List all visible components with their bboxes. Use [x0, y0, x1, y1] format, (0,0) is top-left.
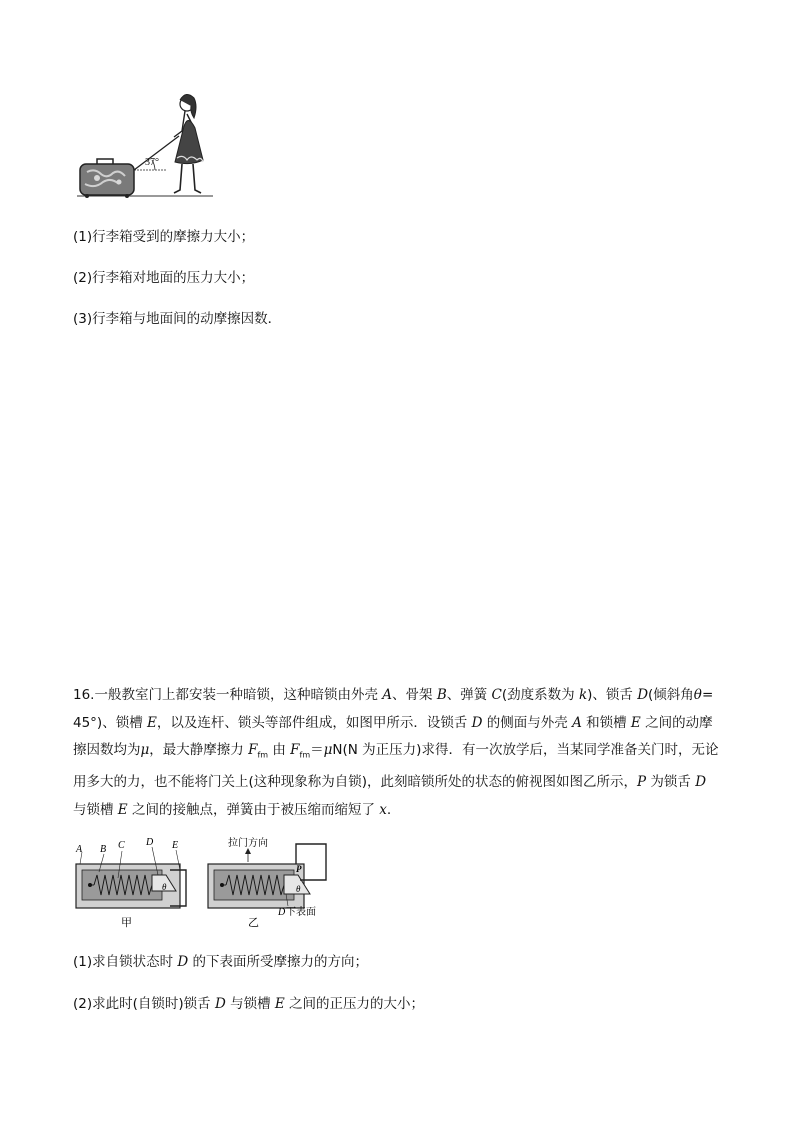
q16-line-4: 用多大的力，也不能将门关上(这种现象称为自锁)，此刻暗锁所处的状态的俯视图如图乙所示，P 为锁舌 D	[73, 774, 707, 791]
lock-figure	[72, 834, 332, 932]
luggage-figure	[75, 92, 215, 204]
lock-diagram-yi	[208, 836, 326, 929]
q15-item-3: (3)行李箱与地面间的动摩擦因数．	[73, 311, 282, 327]
label-B: B	[100, 844, 107, 855]
caption-jia: 甲	[121, 917, 132, 929]
q16-line-3: 擦因数均为μ，最大静摩擦力 $F_{fm}$ 由 $F_{fm}=\mu N(N$ 为正压力)求得．有一次放学后，当某同学准备关门时，无论	[73, 742, 719, 760]
label-C: C	[118, 840, 125, 851]
q15-item-2: (2)行李箱对地面的压力大小；	[73, 270, 255, 286]
q16-item-2: (2)求此时(自锁时)锁舌 D 与锁槽 E 之间的正压力的大小；	[73, 996, 425, 1012]
bottom-label: 下表面	[286, 907, 316, 918]
label-theta-jia: θ	[162, 882, 167, 892]
caption-yi: 乙	[248, 917, 259, 929]
q16-line-2: 45°)、锁槽 E，以及连杆、锁头等部件组成，如图甲所示．设锁舌 D 的侧面与外壳 A 和锁槽 E 之间的动摩	[73, 714, 713, 731]
label-P: P	[296, 864, 302, 874]
q16-item-1: (1)求自锁状态时 D 的下表面所受摩擦力的方向；	[73, 954, 369, 970]
q15-item-1: (1)行李箱受到的摩擦力大小；	[73, 229, 255, 245]
label-E: E	[172, 840, 179, 851]
q16-line-5: 与锁槽 E 之间的接触点，弹簧由于被压缩而缩短了 x.	[73, 801, 392, 818]
q16-stem	[73, 682, 723, 824]
arrow-label: 拉门方向	[228, 838, 268, 849]
lock-diagram-jia	[75, 837, 186, 929]
label-D-yi: D	[278, 907, 286, 918]
angle-label: 37°	[145, 157, 159, 168]
label-D: D	[146, 837, 154, 848]
label-theta-yi: θ	[296, 884, 301, 894]
label-A: A	[76, 844, 83, 855]
q16-line-1: 16.一般教室门上都安装一种暗锁，这种暗锁由外壳 A、骨架 B、弹簧 C(劲度系数为 k)、锁舌 D(倾斜角θ=	[73, 687, 714, 703]
